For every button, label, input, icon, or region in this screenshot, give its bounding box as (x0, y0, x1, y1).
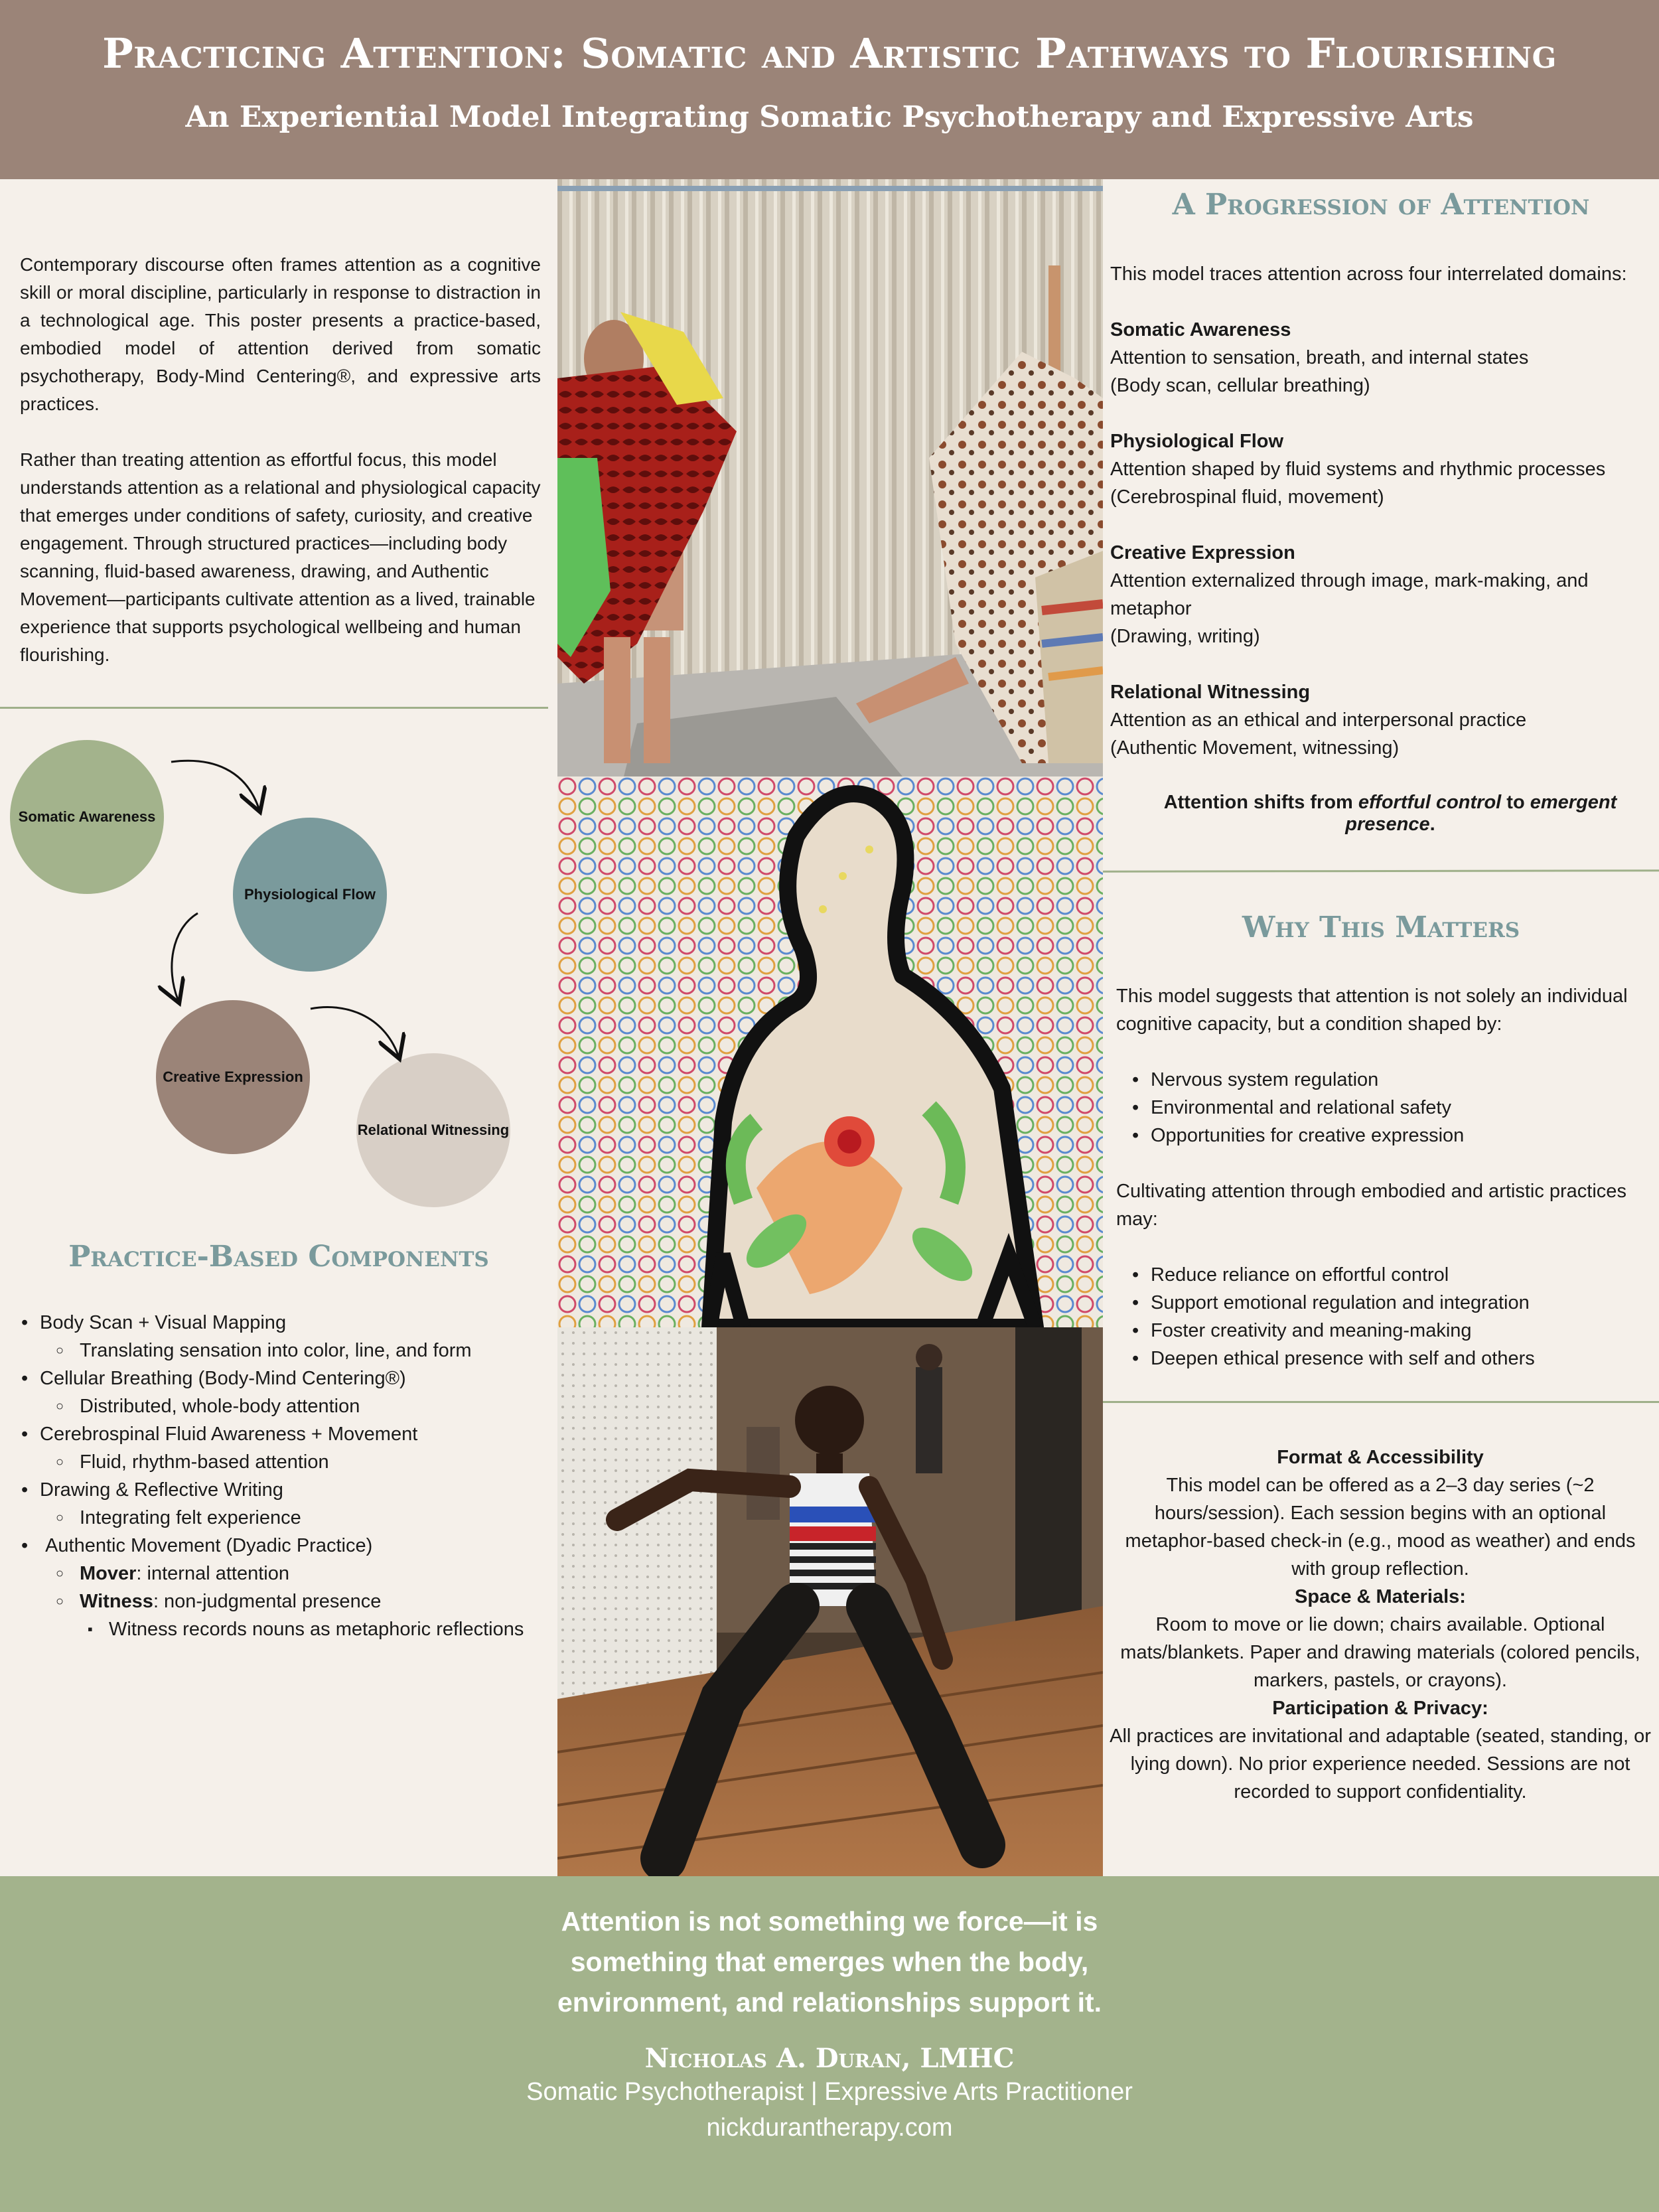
list-item: ○ Integrating felt experience (20, 1504, 551, 1532)
space-heading: Space & Materials: (1295, 1586, 1466, 1607)
domain-title: Physiological Flow (1110, 431, 1284, 452)
format-heading: Format & Accessibility (1277, 1447, 1484, 1468)
domain-title: Relational Witnessing (1110, 682, 1311, 703)
list-item: • Reduce reliance on effortful control (1116, 1261, 1647, 1289)
format-section (1110, 1443, 1651, 1806)
list-item: • Opportunities for creative expression (1116, 1122, 1647, 1149)
cycle-arrows (0, 730, 531, 1075)
cycle-creative-expression: Creative Expression (156, 1000, 310, 1154)
space-text: Room to move or lie down; chairs available. Optional mats/blankets. Paper and drawing materials (colored pencils, markers, pastels, or crayons). (1120, 1614, 1640, 1691)
poster-subtitle: An Experiential Model Integrating Somatic Psychotherapy and Expressive Arts (185, 100, 1474, 134)
poster-title: Practicing Attention: Somatic and Artistic Pathways to Flourishing (102, 29, 1557, 78)
domain-relational (1110, 678, 1654, 762)
why-conditions-list (1116, 1066, 1647, 1149)
intro-paragraph-1: Contemporary discourse often frames attention as a cognitive skill or moral discipline, particularly in response to distraction in a technological age. This poster presents a practice-based, embodied model of attention derived from somatic psychotherapy, Body-Mind Centering®, and expressive arts practices. (20, 254, 541, 414)
photo-dancer-studio (557, 1327, 1103, 1876)
arrow-2-icon (172, 913, 198, 999)
poster-footer (0, 1876, 1659, 2212)
why-title: Why This Matters (1242, 911, 1520, 944)
arrow-3-icon (311, 1007, 398, 1055)
domain-desc: Attention externalized through image, mark-making, and metaphor (1110, 570, 1589, 619)
list-item: • Body Scan + Visual Mapping (20, 1309, 551, 1337)
intro-section (20, 251, 541, 697)
shift-emphasis: emergent presence (1345, 792, 1617, 835)
domain-examples: (Cerebrospinal fluid, movement) (1110, 486, 1384, 508)
photo-dancers-outdoor (557, 179, 1103, 776)
progression-title: A Progression of Attention (1172, 188, 1590, 222)
right-divider-2 (1103, 1401, 1659, 1403)
arrow-1-icon (171, 761, 259, 808)
components-list (20, 1309, 551, 1643)
attention-shift-statement (1128, 792, 1652, 836)
why-lead: This model suggests that attention is not solely an individual cognitive capacity, but a condition shaped by: (1116, 986, 1628, 1035)
why-benefits-list (1116, 1261, 1647, 1372)
list-item-text: Authentic Movement (Dyadic Practice) (45, 1535, 373, 1556)
list-item (20, 1560, 551, 1587)
domain-desc: Attention shaped by fluid systems and rhythmic processes (1110, 459, 1606, 480)
author-role: Somatic Psychotherapist | Expressive Arts Practitioner (526, 2078, 1133, 2106)
poster-header (0, 0, 1659, 179)
cycle-relational-witnessing: Relational Witnessing (356, 1053, 510, 1207)
list-item: • Cellular Breathing (Body-Mind Centering®) (20, 1364, 551, 1392)
cycle-somatic-awareness: Somatic Awareness (10, 740, 164, 894)
closing-quote: Attention is not something we force—it is something that emerges when the body, environment, and relationships support it. (557, 1906, 1102, 2018)
progression-section (1110, 260, 1654, 762)
list-item: • Cerebrospinal Fluid Awareness + Movement (20, 1420, 551, 1448)
shift-text: Attention shifts from (1163, 792, 1358, 813)
domain-somatic (1110, 316, 1654, 400)
domain-desc: Attention to sensation, breath, and internal states (1110, 347, 1529, 368)
domain-desc: Attention as an ethical and interpersonal practice (1110, 709, 1527, 731)
left-divider-1 (0, 707, 548, 709)
why-section (1116, 982, 1647, 1400)
format-text: This model can be offered as a 2–3 day series (~2 hours/session). Each session begins with an optional metaphor-based check-in (e.g., mood as weather) and ends with group reflection. (1125, 1475, 1636, 1580)
mover-text: : internal attention (136, 1563, 289, 1584)
domain-title: Creative Expression (1110, 542, 1295, 563)
author-name: Nicholas A. Duran, LMHC (644, 2043, 1015, 2074)
list-item (20, 1587, 551, 1615)
domain-examples: (Authentic Movement, witnessing) (1110, 737, 1400, 759)
list-item: • Deepen ethical presence with self and others (1116, 1345, 1647, 1372)
domain-examples: (Body scan, cellular breathing) (1110, 375, 1370, 396)
why-mid: Cultivating attention through embodied and artistic practices may: (1116, 1181, 1626, 1230)
list-item: ○ Translating sensation into color, line, and form (20, 1337, 551, 1364)
list-item: • Foster creativity and meaning-making (1116, 1317, 1647, 1345)
domain-physiological (1110, 427, 1654, 511)
participation-text: All practices are invitational and adaptable (seated, standing, or lying down). No prior experience needed. Sessions are not recorded to support confidentiality. (1110, 1726, 1651, 1803)
shift-text: . (1429, 814, 1435, 835)
list-item: ▪ Witness records nouns as metaphoric reflections (20, 1615, 551, 1643)
list-item (20, 1532, 551, 1560)
components-title: Practice-Based Components (68, 1240, 489, 1274)
list-item: • Drawing & Reflective Writing (20, 1476, 551, 1504)
intro-paragraph-2: Rather than treating attention as effortful focus, this model understands attention as a relational and physiological capacity that emerges under conditions of safety, curiosity, and creative engagement. Through structured practices—including body scanning, fluid-based awareness, drawing, and Authentic Movement—participants cultivate attention as a lived, trainable experience that supports psychological wellbeing and human flourishing. (20, 449, 541, 665)
mover-label: Mover (80, 1563, 137, 1584)
witness-label: Witness (80, 1591, 153, 1612)
drawing-body-outline (557, 776, 1103, 1327)
list-item: ○ Fluid, rhythm-based attention (20, 1448, 551, 1476)
list-item: • Environmental and relational safety (1116, 1094, 1647, 1122)
witness-text: : non-judgmental presence (153, 1591, 382, 1612)
progression-lead: This model traces attention across four interrelated domains: (1110, 263, 1627, 285)
right-divider-1 (1103, 869, 1659, 872)
list-item: ○ Distributed, whole-body attention (20, 1392, 551, 1420)
author-website-link[interactable]: nickdurantherapy.com (706, 2114, 953, 2142)
domain-creative (1110, 539, 1654, 650)
shift-emphasis: effortful control (1358, 792, 1502, 813)
cycle-physiological-flow: Physiological Flow (233, 818, 387, 972)
participation-heading: Participation & Privacy: (1272, 1698, 1488, 1719)
shift-text: to (1501, 792, 1530, 813)
list-item: • Nervous system regulation (1116, 1066, 1647, 1094)
domain-examples: (Drawing, writing) (1110, 626, 1260, 647)
domain-title: Somatic Awareness (1110, 319, 1291, 340)
list-item: • Support emotional regulation and integration (1116, 1289, 1647, 1317)
